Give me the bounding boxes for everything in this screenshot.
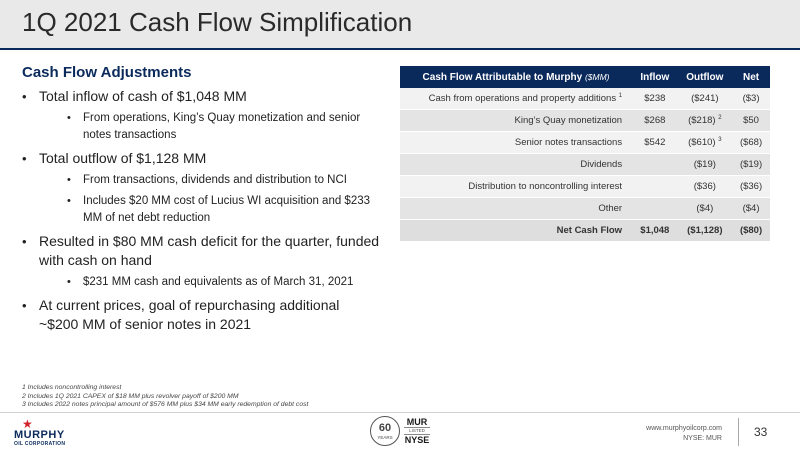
row-net: ($3) bbox=[732, 88, 770, 110]
ticker-line: NYSE: MUR bbox=[683, 435, 722, 442]
row-outflow bbox=[678, 88, 733, 110]
row-outflow bbox=[678, 132, 733, 154]
row-net: ($68) bbox=[732, 132, 770, 154]
row-outflow bbox=[678, 154, 733, 176]
row-inflow: $238 bbox=[632, 88, 677, 110]
row-label-text: Dividends bbox=[580, 159, 623, 171]
bullet-total-inflow: • Total inflow of cash of $1,048 MM bbox=[22, 87, 382, 106]
footnote-3: 3 Includes 2022 notes principal amount of $576 MM plus $34 MM early redemption of debt cost bbox=[22, 401, 309, 408]
sub-bullet-outflow-includes: • Includes $20 MM cost of Lucius WI acquisition and $233 MM of net debt reduction bbox=[67, 193, 382, 227]
row-outflow bbox=[678, 198, 733, 220]
website-link[interactable]: www.murphyoilcorp.com bbox=[646, 425, 722, 432]
murphy-logo bbox=[14, 418, 84, 446]
sub-bullet-cash-equivalents: • $231 MM cash and equivalents as of March 31, 2021 bbox=[67, 274, 382, 291]
row-inflow: $542 bbox=[632, 132, 677, 154]
row-label-text: Other bbox=[598, 203, 623, 215]
logo-name: MURPHY bbox=[14, 429, 65, 441]
row-outflow-value: ($19) bbox=[693, 159, 716, 171]
row-label bbox=[400, 110, 632, 132]
total-inflow: $1,048 bbox=[632, 220, 677, 242]
table-row bbox=[400, 176, 770, 198]
badge-text: YEARS bbox=[377, 435, 393, 440]
header-label bbox=[400, 66, 632, 88]
header-outflow: Outflow bbox=[678, 66, 733, 88]
row-label-text: Senior notes transactions bbox=[514, 137, 623, 149]
star-icon: ★ bbox=[22, 417, 33, 431]
page-number-divider bbox=[738, 418, 739, 446]
header-label-text: Cash Flow Attributable to Murphy bbox=[422, 71, 583, 83]
header-unit: ($MM) bbox=[584, 71, 610, 82]
table-row bbox=[400, 198, 770, 220]
row-inflow bbox=[632, 154, 677, 176]
title-divider bbox=[0, 48, 800, 50]
nyse-exchange: NYSE bbox=[404, 435, 430, 445]
row-label-text: King’s Quay monetization bbox=[514, 115, 623, 127]
row-net: ($4) bbox=[732, 198, 770, 220]
table-total-row bbox=[400, 220, 770, 242]
row-outflow-value: ($241) bbox=[691, 93, 719, 105]
total-label: Net Cash Flow bbox=[400, 220, 632, 242]
table-row bbox=[400, 110, 770, 132]
row-label bbox=[400, 132, 632, 154]
row-outflow bbox=[678, 176, 733, 198]
nyse-listed-text: LISTED bbox=[404, 427, 430, 435]
row-label bbox=[400, 154, 632, 176]
header-inflow: Inflow bbox=[632, 66, 677, 88]
row-net: ($19) bbox=[732, 154, 770, 176]
row-inflow bbox=[632, 176, 677, 198]
footer-contact bbox=[646, 424, 722, 444]
row-outflow-value: ($218) bbox=[688, 115, 716, 127]
row-outflow-value: ($36) bbox=[693, 181, 716, 193]
row-label-text: Distribution to noncontrolling interest bbox=[468, 181, 623, 193]
row-inflow bbox=[632, 198, 677, 220]
row-label bbox=[400, 88, 632, 110]
cash-flow-table bbox=[400, 66, 770, 242]
row-label bbox=[400, 176, 632, 198]
total-outflow: ($1,128) bbox=[678, 220, 733, 242]
table-header-row bbox=[400, 66, 770, 88]
row-net: ($36) bbox=[732, 176, 770, 198]
row-outflow-value: ($610) bbox=[688, 137, 716, 149]
footnotes bbox=[22, 384, 308, 410]
total-net: ($80) bbox=[732, 220, 770, 242]
logo-subtitle: OIL CORPORATION bbox=[14, 441, 66, 447]
anniversary-badge bbox=[370, 416, 400, 446]
header-net: Net bbox=[732, 66, 770, 88]
table-row bbox=[400, 88, 770, 110]
row-inflow: $268 bbox=[632, 110, 677, 132]
row-net: $50 bbox=[732, 110, 770, 132]
table-row bbox=[400, 154, 770, 176]
nyse-listed-logo bbox=[404, 417, 430, 445]
cash-flow-adjustments-section bbox=[22, 64, 382, 338]
badge-number: 60 bbox=[378, 422, 392, 434]
section-heading: Cash Flow Adjustments bbox=[22, 64, 192, 81]
title-bar bbox=[0, 0, 800, 48]
bullet-repurchase-goal: • At current prices, goal of repurchasing additional ~$200 MM of senior notes in 2021 bbox=[22, 296, 382, 334]
bullet-cash-deficit: • Resulted in $80 MM cash deficit for the quarter, funded with cash on hand bbox=[22, 232, 382, 270]
row-outflow bbox=[678, 110, 733, 132]
bullet-total-outflow: • Total outflow of $1,128 MM bbox=[22, 149, 382, 168]
page-number: 33 bbox=[754, 425, 768, 439]
row-outflow-value: ($4) bbox=[696, 203, 714, 215]
row-label-text: Cash from operations and property additions bbox=[428, 93, 617, 105]
row-outflow-footnote-ref: 2 bbox=[718, 114, 722, 121]
row-outflow-footnote-ref: 3 bbox=[718, 136, 722, 143]
row-footnote-ref: 1 bbox=[618, 92, 623, 99]
page-title: 1Q 2021 Cash Flow Simplification bbox=[22, 7, 413, 37]
nyse-ticker: MUR bbox=[406, 417, 428, 427]
footnote-1: 1 Includes noncontrolling interest bbox=[22, 384, 122, 391]
table-row bbox=[400, 132, 770, 154]
row-label bbox=[400, 198, 632, 220]
sub-bullet-inflow-sources: • From operations, King’s Quay monetization and senior notes transactions bbox=[67, 110, 382, 144]
footnote-2: 2 Includes 1Q 2021 CAPEX of $18 MM plus revolver payoff of $200 MM bbox=[22, 392, 239, 400]
sub-bullet-outflow-sources: • From transactions, dividends and distribution to NCI bbox=[67, 172, 382, 189]
